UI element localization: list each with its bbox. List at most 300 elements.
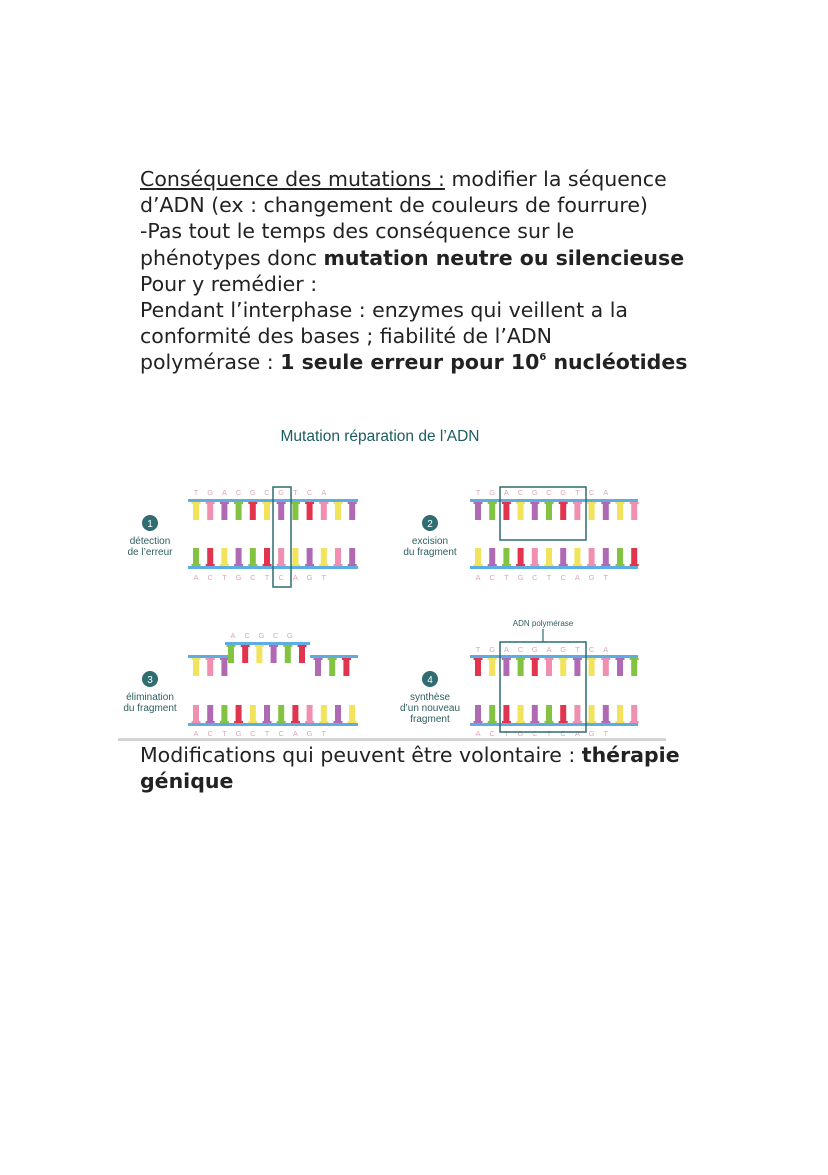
base-pair (278, 548, 284, 566)
base-pair (489, 502, 495, 520)
base-letter: C (588, 645, 595, 654)
step-1-label: détection (129, 536, 171, 547)
base-pair (234, 721, 243, 723)
base-letter: T (575, 488, 580, 497)
base-letter: G (517, 729, 524, 738)
base-pair (603, 502, 609, 520)
base-pair (221, 705, 227, 723)
base-pair (516, 721, 525, 723)
strand (188, 655, 228, 658)
base-letter: T (603, 573, 609, 582)
base-pair (587, 658, 596, 660)
base-pair (348, 502, 357, 504)
line-5: Pour y remédier : (140, 271, 318, 296)
base-pair (587, 564, 596, 566)
base-letter: A (193, 573, 199, 582)
base-letter: G (489, 645, 496, 654)
base-pair (227, 645, 236, 647)
base-pair (307, 548, 313, 566)
base-pair (334, 564, 343, 566)
base-pair (305, 564, 314, 566)
base-pair (532, 548, 538, 566)
base-pair (291, 564, 300, 566)
base-pair (248, 721, 257, 723)
exponent: 6 (539, 352, 547, 364)
base-pair (291, 502, 300, 504)
base-pair (277, 721, 286, 723)
base-pair (502, 564, 511, 566)
base-pair (234, 502, 243, 504)
base-pair (532, 658, 538, 676)
footer-line (140, 742, 700, 794)
base-letter: T (603, 729, 609, 738)
base-pair (250, 548, 256, 566)
base-letter: T (264, 729, 270, 738)
base-pair (349, 705, 355, 723)
base-pair (207, 705, 213, 723)
base-pair (285, 645, 291, 663)
base-letter: A (193, 729, 199, 738)
base-pair (603, 548, 609, 566)
base-pair (192, 502, 201, 504)
base-letter: C (546, 488, 552, 497)
base-pair (546, 658, 552, 676)
base-pair (319, 721, 328, 723)
base-pair (631, 502, 637, 520)
base-pair (630, 564, 639, 566)
line-4 (140, 245, 700, 271)
base-pair (242, 645, 248, 663)
base-pair (248, 502, 257, 504)
step-1-marker-number: 1 (147, 519, 153, 530)
base-letter: A (603, 645, 609, 654)
base-letter: A (503, 488, 509, 497)
base-letter: C (272, 631, 279, 640)
base-pair (348, 721, 357, 723)
base-letter: T (293, 488, 298, 497)
base-pair (264, 705, 270, 723)
base-pair (221, 502, 227, 520)
base-pair (616, 502, 625, 504)
base-pair (589, 658, 595, 676)
figure-title: Mutation réparation de l’ADN (280, 428, 480, 445)
notes-text (140, 166, 700, 376)
base-pair (518, 705, 524, 723)
base-letter: G (560, 645, 567, 654)
base-pair (601, 564, 610, 566)
base-letter: G (235, 573, 242, 582)
base-pair (236, 548, 242, 566)
base-pair (248, 564, 257, 566)
footer-plain: Modifications qui peuvent être volontaire : (140, 743, 582, 767)
base-letter: G (588, 729, 595, 738)
base-pair (630, 721, 639, 723)
base-letter: A (503, 645, 509, 654)
section-title: Conséquence des mutations : (140, 167, 445, 191)
base-letter: A (475, 729, 481, 738)
base-pair (305, 721, 314, 723)
base-pair (321, 705, 327, 723)
base-letter: G (517, 573, 524, 582)
base-pair (488, 564, 497, 566)
base-pair (228, 645, 234, 663)
line-1 (140, 166, 700, 192)
base-pair (518, 658, 524, 676)
base-pair (545, 658, 554, 660)
base-letter: C (278, 573, 284, 582)
strand (470, 655, 638, 658)
base-pair (193, 658, 199, 676)
base-letter: T (504, 573, 509, 582)
base-pair (193, 705, 199, 723)
base-pair (334, 502, 343, 504)
base-pair (545, 564, 554, 566)
base-letter: C (278, 729, 284, 738)
base-pair (574, 502, 580, 520)
base-letter: G (306, 573, 313, 582)
base-pair (630, 658, 639, 660)
base-letter: T (222, 573, 227, 582)
base-pair (264, 502, 270, 520)
base-letter: C (532, 573, 538, 582)
removed-fragment (225, 642, 310, 645)
base-letter: C (517, 645, 524, 654)
base-pair (307, 705, 313, 723)
step-3-label: du fragment (123, 703, 177, 714)
base-pair (321, 548, 327, 566)
base-pair (560, 705, 566, 723)
base-letter: C (264, 488, 270, 497)
base-pair (305, 502, 314, 504)
base-letter: G (531, 645, 538, 654)
base-pair (503, 548, 509, 566)
base-pair (518, 502, 524, 520)
base-pair (545, 502, 554, 504)
base-pair (319, 564, 328, 566)
base-pair (617, 502, 623, 520)
base-pair (256, 645, 262, 663)
base-pair (532, 502, 538, 520)
base-letter: G (235, 729, 242, 738)
base-pair (617, 548, 623, 566)
base-pair (489, 548, 495, 566)
base-pair (348, 564, 357, 566)
base-pair (250, 705, 256, 723)
base-pair (489, 658, 495, 676)
base-pair (616, 658, 625, 660)
base-letter: C (489, 573, 495, 582)
base-letter: T (264, 573, 270, 582)
base-letter: C (244, 631, 250, 640)
base-pair (278, 705, 284, 723)
base-pair (221, 658, 227, 676)
base-letter: C (250, 729, 256, 738)
base-pair (503, 502, 509, 520)
base-pair (474, 564, 483, 566)
base-letter: C (588, 488, 595, 497)
base-pair (589, 502, 595, 520)
base-letter: G (531, 488, 538, 497)
base-pair (193, 502, 199, 520)
base-pair (255, 645, 264, 647)
base-pair (269, 645, 278, 647)
base-letter: G (258, 631, 265, 640)
base-pair (559, 502, 568, 504)
line-8 (140, 349, 700, 375)
base-pair (206, 658, 215, 660)
base-pair (474, 658, 483, 660)
base-pair (234, 564, 243, 566)
base-letter: C (489, 729, 495, 738)
base-letter: A (574, 729, 580, 738)
strand (310, 655, 358, 658)
base-letter: C (517, 488, 524, 497)
step-4-label: d’un nouveau (399, 703, 461, 714)
base-pair (207, 548, 213, 566)
base-pair (516, 658, 525, 660)
base-letter: A (221, 488, 227, 497)
line-8-bold (280, 350, 687, 374)
line-1-rest: modifier la séquence (444, 167, 667, 191)
base-pair (603, 658, 609, 676)
line-8-bold-b: nucléotides (546, 350, 688, 375)
dna-repair-figure (100, 420, 660, 745)
step-1-label: de l’erreur (127, 547, 173, 558)
base-pair (474, 721, 483, 723)
line-4-bold: mutation neutre ou silencieuse (323, 245, 685, 270)
base-pair (475, 658, 481, 676)
base-letter: G (286, 631, 293, 640)
base-letter: A (574, 573, 580, 582)
base-pair (474, 502, 483, 504)
excision-box (500, 487, 586, 540)
base-pair (264, 548, 270, 566)
enzyme-label: ADN polymérase (512, 619, 574, 628)
base-pair (277, 502, 286, 504)
base-pair (335, 705, 341, 723)
base-letter: T (321, 573, 327, 582)
step-4-label: fragment (410, 714, 450, 725)
base-pair (335, 502, 341, 520)
line-8-start: polymérase : (140, 350, 281, 375)
base-pair (207, 658, 213, 676)
strand (470, 723, 638, 726)
base-pair (263, 564, 272, 566)
base-letter: C (235, 488, 242, 497)
base-letter: G (207, 488, 214, 497)
base-letter: G (560, 488, 567, 497)
base-pair (207, 502, 213, 520)
base-pair (319, 502, 328, 504)
base-letter: G (489, 488, 496, 497)
base-letter: T (222, 729, 227, 738)
base-pair (192, 658, 201, 660)
base-letter: C (250, 573, 256, 582)
base-pair (574, 548, 580, 566)
base-pair (292, 705, 298, 723)
base-pair (236, 502, 242, 520)
base-pair (573, 658, 582, 660)
base-pair (475, 548, 481, 566)
step-4-label: synthèse (409, 692, 451, 703)
strand (470, 499, 638, 502)
line-7: conformité des bases ; fiabilité de l’ADN (140, 324, 553, 349)
base-pair (546, 705, 552, 723)
base-pair (631, 705, 637, 723)
base-pair (192, 721, 201, 723)
footer-bold: thérapie génique (140, 743, 680, 794)
base-pair (518, 548, 524, 566)
base-letter: A (546, 645, 552, 654)
base-pair (530, 502, 539, 504)
base-letter: A (230, 631, 236, 640)
base-pair (291, 721, 300, 723)
base-letter: C (560, 729, 566, 738)
base-pair (299, 645, 305, 663)
base-pair (278, 502, 284, 520)
base-pair (263, 721, 272, 723)
base-pair (298, 645, 307, 647)
base-letter: T (504, 729, 509, 738)
base-pair (516, 502, 525, 504)
footer-text (140, 742, 700, 794)
base-pair (503, 658, 509, 676)
base-pair (220, 658, 229, 660)
base-pair (334, 721, 343, 723)
base-pair (530, 564, 539, 566)
base-pair (587, 721, 596, 723)
line-6: Pendant l’interphase : enzymes qui veillent a la (140, 298, 628, 323)
base-letter: G (249, 488, 256, 497)
base-pair (574, 658, 580, 676)
base-pair (559, 658, 568, 660)
base-letter: A (475, 573, 481, 582)
base-pair (560, 658, 566, 676)
base-pair (502, 721, 511, 723)
base-pair (488, 721, 497, 723)
base-letter: T (546, 573, 552, 582)
base-pair (250, 502, 256, 520)
base-pair (502, 658, 511, 660)
base-pair (516, 564, 525, 566)
base-letter: G (588, 573, 595, 582)
base-pair (342, 658, 351, 660)
base-letter: C (532, 729, 538, 738)
base-letter: T (575, 645, 580, 654)
base-pair (488, 502, 497, 504)
base-letter: A (292, 729, 298, 738)
base-pair (343, 658, 349, 676)
base-pair (221, 548, 227, 566)
base-letter: T (193, 488, 199, 497)
base-pair (616, 564, 625, 566)
base-pair (589, 705, 595, 723)
base-letter: A (321, 488, 327, 497)
base-pair (532, 705, 538, 723)
base-pair (220, 564, 229, 566)
base-pair (263, 502, 272, 504)
base-pair (193, 548, 199, 566)
base-pair (475, 502, 481, 520)
base-pair (631, 658, 637, 676)
step-3-marker-number: 3 (147, 675, 153, 686)
step-2-label: du fragment (403, 547, 457, 558)
base-pair (220, 502, 229, 504)
line-4-start: phénotypes donc (140, 245, 324, 270)
base-pair (631, 548, 637, 566)
step-4-marker-number: 4 (427, 675, 433, 686)
base-pair (589, 548, 595, 566)
base-pair (573, 564, 582, 566)
base-letter: C (306, 488, 313, 497)
base-letter: T (546, 729, 552, 738)
base-pair (559, 721, 568, 723)
base-pair (292, 502, 298, 520)
base-pair (328, 658, 337, 660)
step-2-marker-number: 2 (427, 519, 433, 530)
strand (188, 723, 358, 726)
base-pair (617, 705, 623, 723)
base-pair (277, 564, 286, 566)
divider (118, 738, 666, 741)
base-letter: A (292, 573, 298, 582)
base-pair (617, 658, 623, 676)
base-pair (560, 502, 566, 520)
base-pair (206, 564, 215, 566)
base-pair (488, 658, 497, 660)
base-letter: T (321, 729, 327, 738)
base-pair (314, 658, 323, 660)
base-letter: T (475, 488, 481, 497)
base-pair (192, 564, 201, 566)
base-pair (546, 502, 552, 520)
base-pair (587, 502, 596, 504)
line-8-bold-a: 1 seule erreur pour 10 (280, 350, 540, 375)
base-pair (329, 658, 335, 676)
base-pair (545, 721, 554, 723)
base-pair (530, 721, 539, 723)
base-pair (321, 502, 327, 520)
base-pair (546, 548, 552, 566)
base-letter: C (560, 573, 566, 582)
base-letter: G (278, 488, 285, 497)
base-letter: C (207, 729, 213, 738)
base-pair (315, 658, 321, 676)
base-pair (503, 705, 509, 723)
dna-repair-diagram (100, 420, 660, 745)
line-2: d’ADN (ex : changement de couleurs de fourrure) (140, 193, 648, 218)
base-pair (220, 721, 229, 723)
base-pair (573, 721, 582, 723)
base-letter: C (207, 573, 213, 582)
base-pair (475, 705, 481, 723)
base-pair (349, 548, 355, 566)
base-pair (616, 721, 625, 723)
base-pair (335, 548, 341, 566)
base-pair (601, 502, 610, 504)
step-3-label: élimination (126, 692, 174, 703)
base-pair (502, 502, 511, 504)
base-pair (574, 705, 580, 723)
base-letter: G (306, 729, 313, 738)
base-pair (559, 564, 568, 566)
base-pair (241, 645, 250, 647)
base-pair (271, 645, 277, 663)
base-pair (292, 548, 298, 566)
base-pair (489, 705, 495, 723)
base-pair (307, 502, 313, 520)
base-pair (603, 705, 609, 723)
